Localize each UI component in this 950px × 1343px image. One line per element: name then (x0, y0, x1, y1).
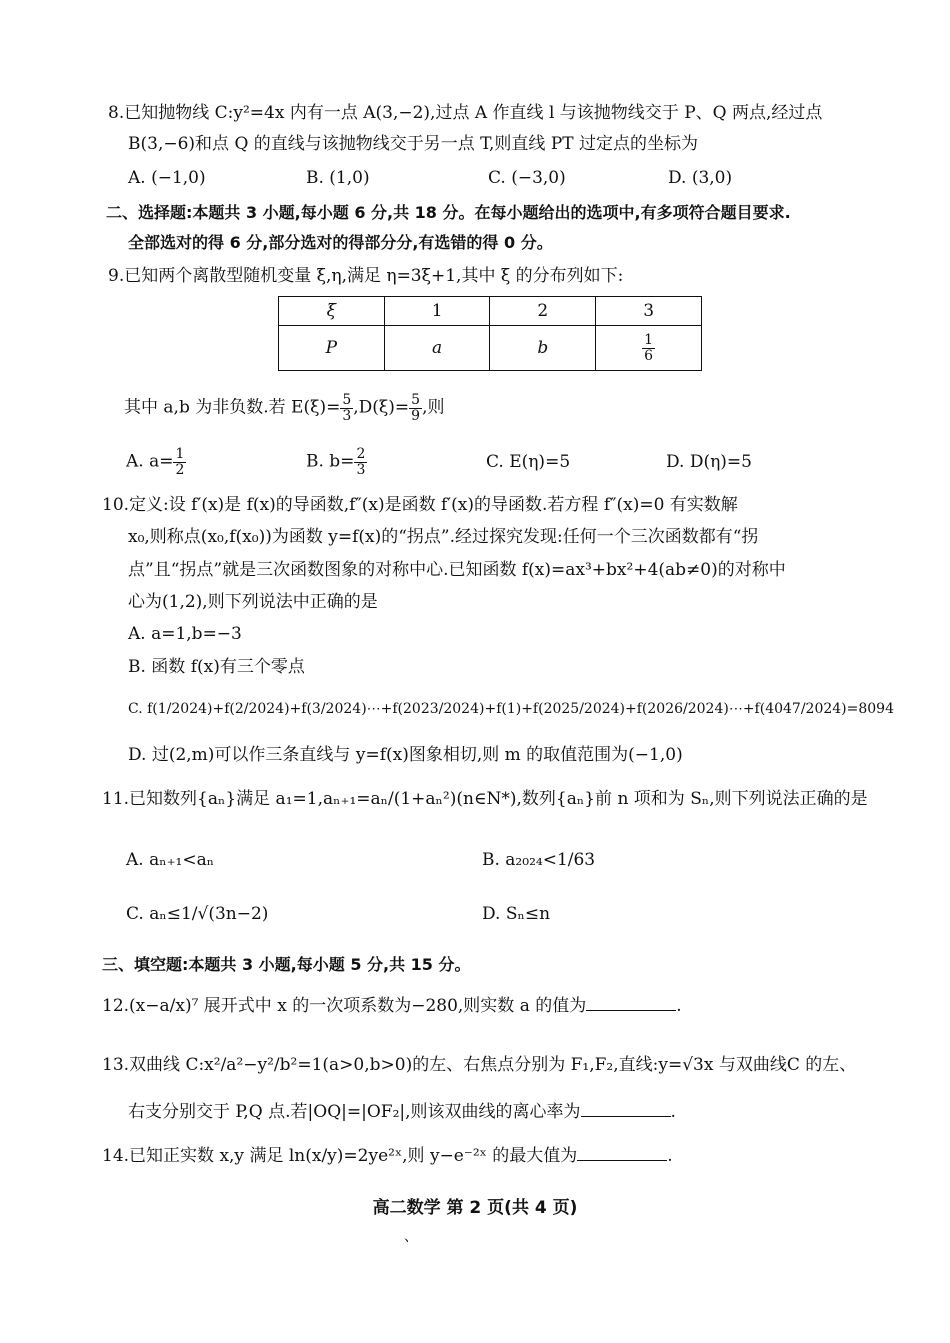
answer-blank (577, 1144, 667, 1161)
q13-line2: 右支分别交于 P,Q 点.若|OQ|=|OF₂|,则该双曲线的离心率为 . (128, 1102, 676, 1122)
q8-line1: 8.已知抛物线 C:y²=4x 内有一点 A(3,−2),过点 A 作直线 l 与该抛物线交于 P、Q 两点,经过点 (108, 103, 823, 123)
q8-option-c: C. (−3,0) (488, 168, 566, 188)
q8-option-a: A. (−1,0) (128, 168, 206, 188)
fraction: $\frac{5}{9}$ (411, 392, 421, 424)
q14-text: 14.已知正实数 x,y 满足 ln(x/y)=2ye²ˣ,则 y−e⁻²ˣ 的最大值为 . (102, 1146, 673, 1166)
section3-heading: 三、填空题:本题共 3 小题,每小题 5 分,共 15 分。 (102, 955, 471, 974)
q11-stem: 11.已知数列{aₙ}满足 a₁=1,aₙ₊₁=aₙ/(1+aₙ²)(n∈N*),数列{aₙ}前 n 项和为 Sₙ,则下列说法正确的是 (102, 789, 868, 809)
table-header-xi: ξ (279, 297, 385, 326)
fraction: $\frac{1}{6}$ (644, 331, 654, 364)
table-cell-one-sixth (596, 326, 702, 371)
q8-option-b: B. (1,0) (306, 168, 370, 188)
section2-heading-line2: 全部选对的得 6 分,部分选对的得部分分,有选错的得 0 分。 (128, 233, 553, 252)
q10-option-b: B. 函数 f(x)有三个零点 (128, 657, 305, 677)
section2-heading-line1: 二、选择题:本题共 3 小题,每小题 6 分,共 18 分。在每小题给出的选项中,有多项符合题目要求. (106, 203, 791, 222)
table-header-1: 1 (384, 297, 490, 326)
stray-mark: 、 (404, 1229, 418, 1245)
q13-line1: 13.双曲线 C:x²/a²−y²/b²=1(a>0,b>0)的左、右焦点分别为 F₁,F₂,直线:y=√3x 与双曲线C 的左、 (102, 1055, 857, 1075)
table-header-3: 3 (596, 297, 702, 326)
q9-option-d: D. D(η)=5 (666, 452, 752, 472)
q8-option-d: D. (3,0) (668, 168, 733, 188)
q12-text: 12.(x−a/x)⁷ 展开式中 x 的一次项系数为−280,则实数 a 的值为 . (102, 996, 682, 1016)
distribution-table (278, 296, 702, 371)
q11-option-d: D. Sₙ≤n (482, 904, 551, 924)
q8-line2: B(3,−6)和点 Q 的直线与该抛物线交于另一点 T,则直线 PT 过定点的坐标为 (128, 134, 699, 154)
table-cell-p: P (279, 326, 385, 371)
q11-option-b: B. a₂₀₂₄<1/63 (482, 850, 596, 870)
fraction: $\frac{2}{3}$ (356, 446, 366, 478)
q9-option-c: C. E(η)=5 (486, 452, 571, 472)
q11-option-c: C. aₙ≤1/√(3n−2) (126, 904, 269, 924)
q10-line1: 10.定义:设 f′(x)是 f(x)的导函数,f″(x)是函数 f′(x)的导函数.若方程 f″(x)=0 有实数解 (102, 495, 738, 515)
q10-option-c: C. f(1/2024)+f(2/2024)+f(3/2024)⋯+f(2023/2024)+f(1)+f(2025/2024)+f(2026/2024)⋯+f(4047/2024)=8094 (128, 701, 894, 717)
q10-line4: 心为(1,2),则下列说法中正确的是 (128, 592, 378, 612)
q9-condition: 其中 a,b 为非负数.若 E(ξ)= $\frac{5}{3}$ ,D(ξ)= $\frac{5}{9}$ ,则 (124, 392, 445, 424)
q9-option-b: B. b= $\frac{2}{3}$ (306, 446, 366, 478)
page-footer: 高二数学 第 2 页(共 4 页) (372, 1198, 578, 1218)
q9-stem: 9.已知两个离散型随机变量 ξ,η,满足 η=3ξ+1,其中 ξ 的分布列如下: (108, 266, 624, 286)
q10-line2: x₀,则称点(x₀,f(x₀))为函数 y=f(x)的“拐点”.经过探究发现:任何一个三次函数都有“拐 (128, 527, 759, 547)
fraction: $\frac{1}{2}$ (175, 446, 185, 478)
table-cell-b: b (490, 326, 596, 371)
table-header-2: 2 (490, 297, 596, 326)
q10-line3: 点”且“拐点”就是三次函数图象的对称中心.已知函数 f(x)=ax³+bx²+4(ab≠0)的对称中 (128, 560, 786, 580)
q11-option-a: A. aₙ₊₁<aₙ (126, 850, 215, 870)
table-cell-a: a (384, 326, 490, 371)
answer-blank (586, 994, 676, 1011)
fraction: $\frac{5}{3}$ (342, 392, 352, 424)
q9-option-a: A. a= $\frac{1}{2}$ (126, 446, 185, 478)
q10-option-a: A. a=1,b=−3 (128, 624, 242, 644)
q10-option-d: D. 过(2,m)可以作三条直线与 y=f(x)图象相切,则 m 的取值范围为(−1,0) (128, 745, 683, 765)
answer-blank (581, 1100, 671, 1117)
